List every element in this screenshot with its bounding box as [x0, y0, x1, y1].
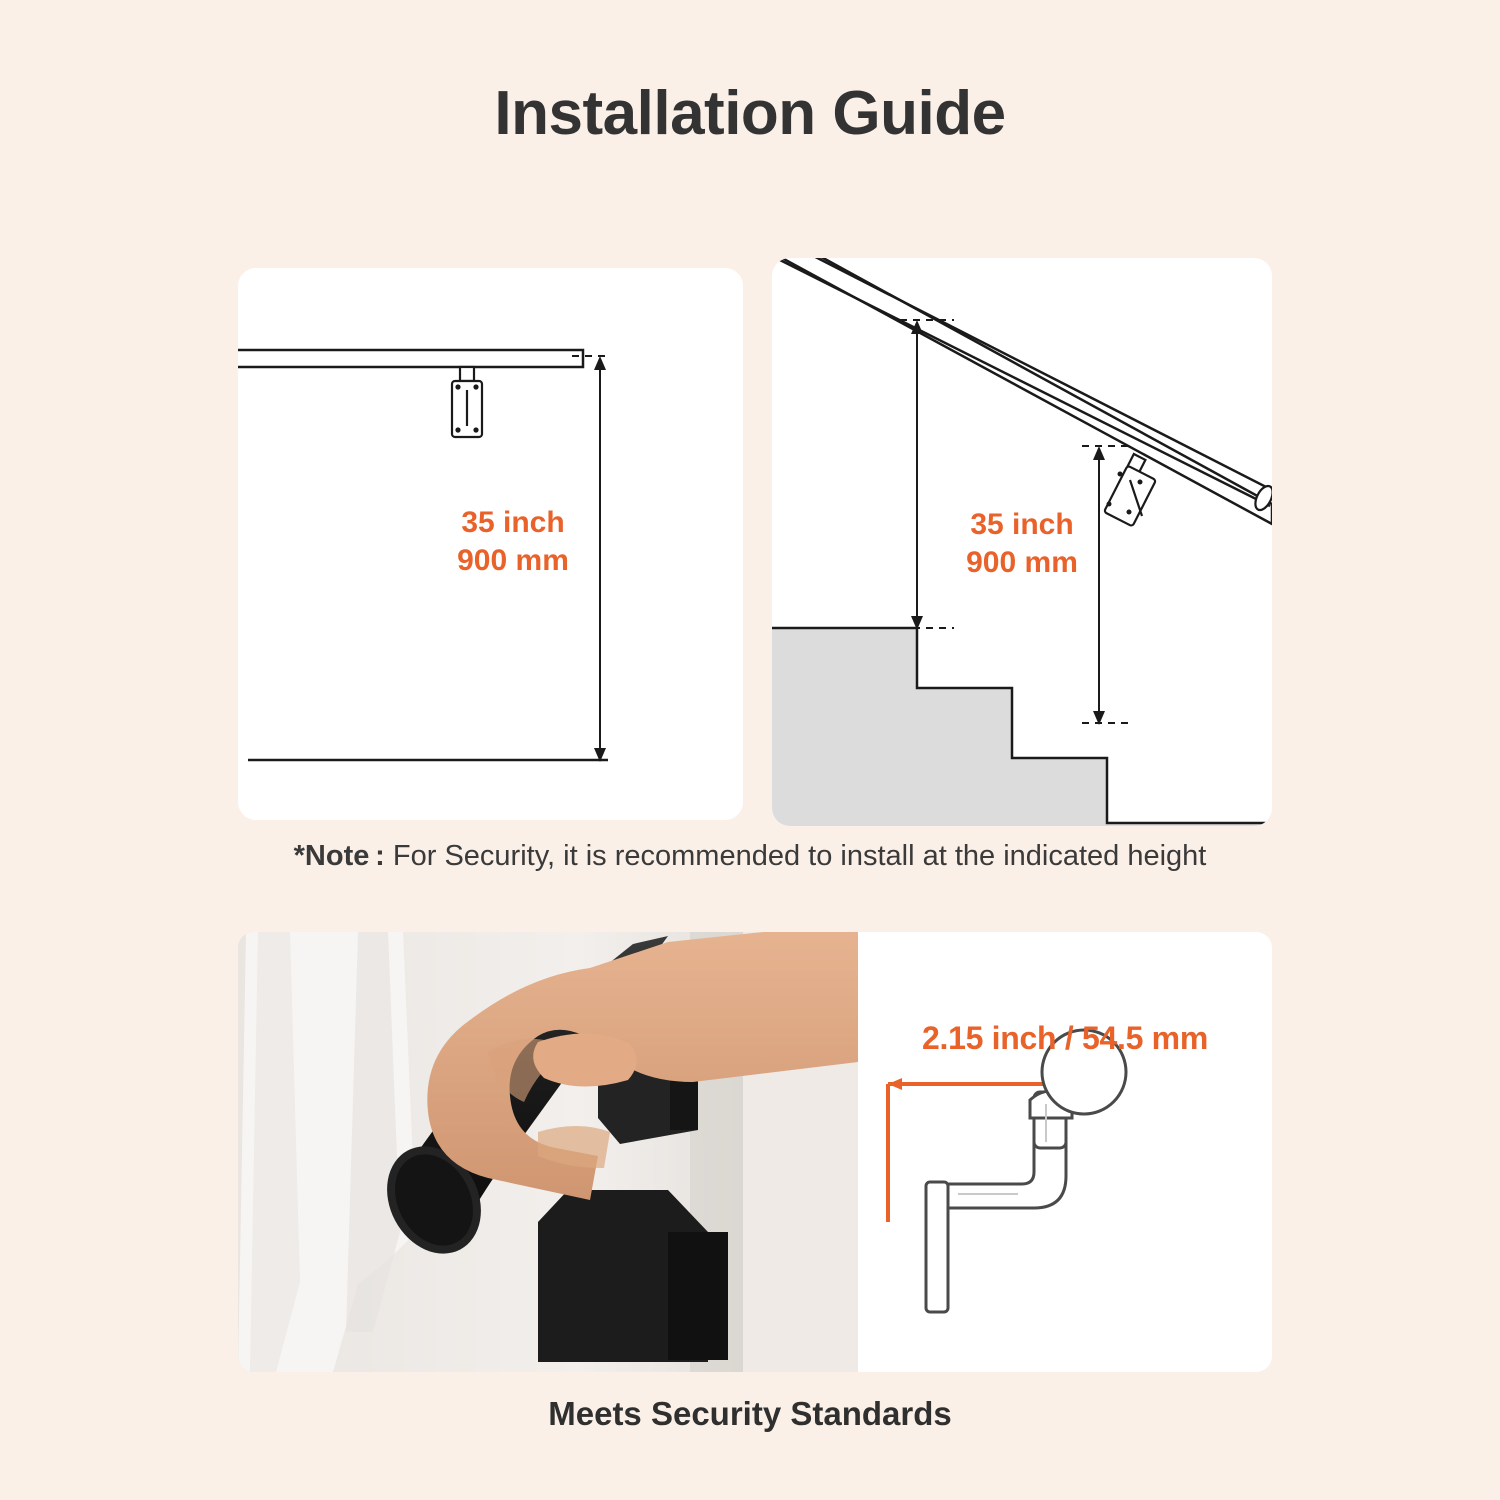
stair-dimension-inch: 35 inch	[970, 508, 1074, 541]
bracket-dimension-label: 2.15 inch / 54.5 mm	[921, 1020, 1208, 1056]
stair-dimension-mm: 900 mm	[966, 545, 1078, 579]
installation-note	[0, 840, 1500, 873]
handrail-photo-illustration	[238, 932, 858, 1372]
bracket-dimension-panel	[858, 932, 1272, 1372]
wall-mount-panel	[238, 268, 743, 820]
wall-dimension-inch: 35 inch	[461, 506, 565, 539]
page-title: Installation Guide	[494, 79, 1006, 148]
bottom-caption: Meets Security Standards	[548, 1395, 952, 1432]
note-prefix: *Note :	[293, 840, 385, 872]
stair-mount-panel	[772, 258, 1272, 826]
stair-dimension-text	[922, 506, 1122, 581]
handrail-photo	[238, 932, 858, 1372]
wall-dimension-mm: 900 mm	[457, 543, 569, 577]
wall-dimension-text	[418, 504, 608, 579]
note-text: For Security, it is recommended to install at the indicated height	[384, 840, 1207, 872]
bracket-dimension-drawing	[858, 932, 1272, 1372]
